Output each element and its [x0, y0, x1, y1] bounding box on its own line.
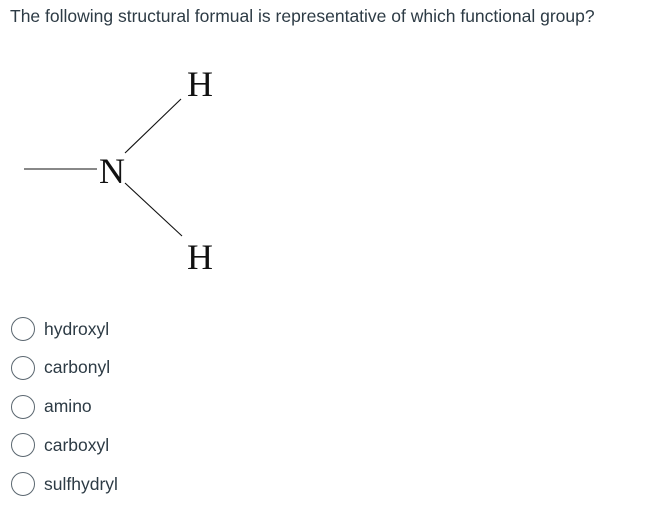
bond-upper [125, 99, 181, 153]
radio-button-hydroxyl[interactable] [11, 317, 35, 341]
option-carboxyl[interactable] [11, 432, 118, 458]
bond-lower [125, 183, 182, 236]
answer-options [11, 316, 118, 510]
option-label[interactable]: hydroxyl [44, 318, 110, 339]
option-label[interactable]: amino [44, 396, 92, 417]
atom-nitrogen: N [99, 151, 125, 191]
question-text: The following structural formual is representative of which functional group? [10, 6, 595, 26]
radio-button-sulfhydryl[interactable] [11, 472, 35, 496]
option-label[interactable]: carboxyl [44, 434, 110, 455]
option-hydroxyl[interactable] [11, 316, 118, 342]
option-sulfhydryl[interactable] [11, 471, 118, 497]
radio-button-carboxyl[interactable] [11, 433, 35, 457]
radio-button-carbonyl[interactable] [11, 356, 35, 380]
option-carbonyl[interactable] [11, 355, 118, 381]
option-amino[interactable] [11, 394, 118, 420]
radio-button-amino[interactable] [11, 395, 35, 419]
option-label[interactable]: sulfhydryl [44, 473, 118, 494]
atom-hydrogen-bottom: H [187, 237, 213, 277]
atom-hydrogen-top: H [187, 64, 213, 104]
option-label[interactable]: carbonyl [44, 357, 111, 378]
